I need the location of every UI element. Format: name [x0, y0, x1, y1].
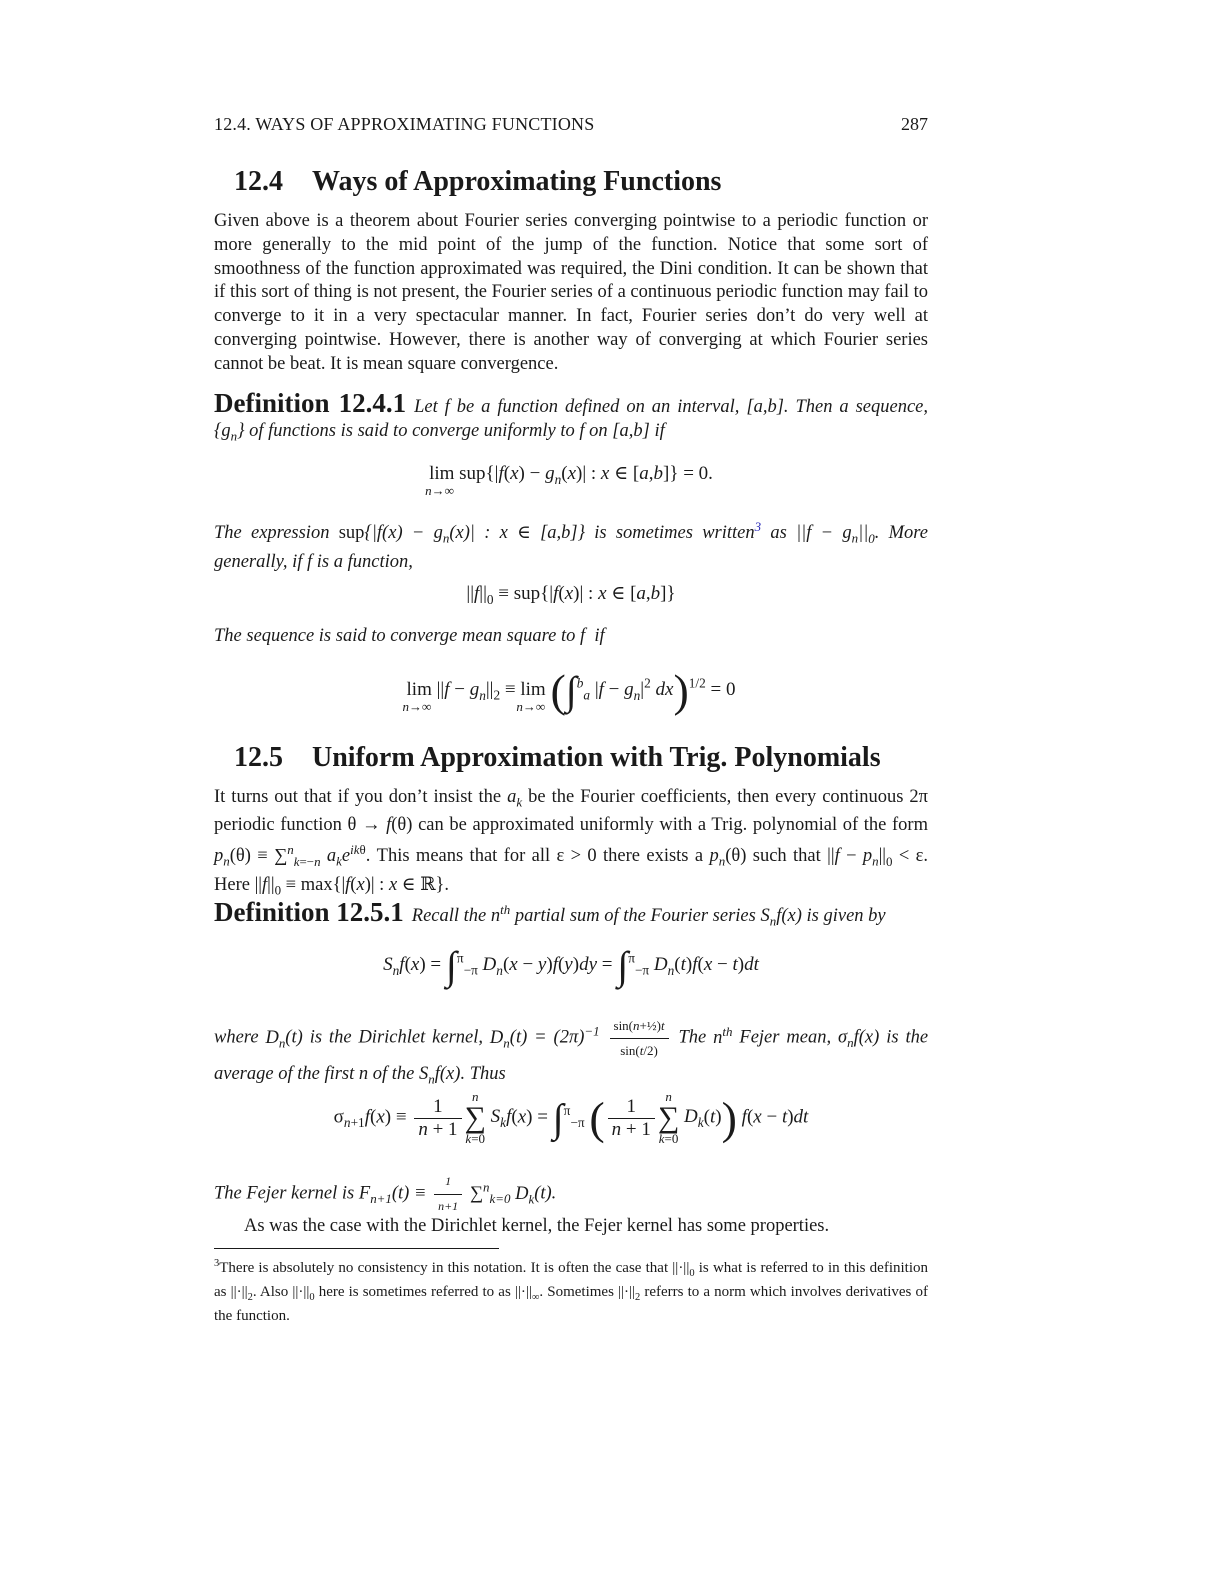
paragraph-intro: Given above is a theorem about Fourier series converging pointwise to a periodic function or more generally to the mid point of the jump of the function. Notice that some sort of smoothness of the function approximated was required, the Dini condition. It can be shown that if this sort of thing is not present, the Fourier series of a continuous periodic function may fail to converge to it in a very spectacular manner. In fact, Fourier series don’t do very well at converging pointwise. However, there is another way of converging at which Fourier series cannot be beat. It is mean square convergence. [214, 211, 928, 374]
paragraph-fejer-kernel: The Fejer kernel is $F_{n+1}(t)$ ≡ $\frac{1}{n+1}$ ∑$^n_{k=0}$ $D_k(t)$. [214, 1170, 928, 1219]
paragraph-mean-square: The sequence is said to converge mean square to f if [214, 626, 605, 646]
text: where [214, 1027, 259, 1048]
text: here is sometimes referred to as [318, 1284, 511, 1300]
text: can be approximated uniformly with a Trig. polynomial of the form [418, 815, 928, 836]
text: periodic function [214, 815, 342, 836]
footnote-mark: 3 [214, 1258, 220, 1269]
text: . Also [252, 1284, 289, 1300]
text: The [678, 1027, 707, 1048]
definition-label: Definition 12.4.1 [214, 388, 407, 418]
equation-fejer-mean: $\sigma_{n+1}f(x)$ ≡ $\frac{1}{n + 1}$ n ∑ k=0 $S_kf(x) = \int^\pi_{-\pi}$ ( $\frac{1}{n + 1}$ n ∑ k=0 $D_k(t)$) f(x − t)dt [333, 1089, 809, 1146]
footnote-rule [214, 1248, 499, 1249]
text: is the Dirichlet kernel, [309, 1027, 483, 1048]
text: The sequence is said to converge mean square to [214, 626, 576, 646]
paragraph-dirichlet: where $D_n(t)$ is the Dirichlet kernel, $D_n(t) = (2\pi)^{-1}$ $\frac{\text{sin(n+½)t}}{\sin(t/2)}$ The $n^{th}$ Fejer mean, $\sigma_nf(x)$ is the average of the first n of the $S_nf(x)$. Thus [214, 1014, 928, 1091]
text: . Thus [460, 1063, 506, 1084]
text: as [770, 523, 787, 544]
text: referrs to a norm which involves derivatives of the function. [214, 1284, 928, 1324]
text: is the average of the first n of the [214, 1027, 929, 1084]
text: . Sometimes [539, 1284, 614, 1300]
text: There is absolutely no consistency in this notation. It is often the case that [219, 1260, 669, 1276]
text: . This means that for all [365, 846, 551, 867]
text: is sometimes written [594, 523, 755, 544]
def-text: . Then a sequence, [783, 397, 929, 417]
def-text: if [654, 420, 665, 441]
text: It turns out that if you don’t insist the [214, 787, 502, 807]
footnote-mark[interactable]: 3 [754, 519, 762, 534]
text: if [594, 626, 605, 646]
definition-12-4-1: Definition 12.4.1 Let f be a function defined on an interval, [a,b]. Then a sequence, $\{g_n\}$ of functions is said to converge uniformly to f on [a,b] if [214, 388, 929, 444]
text: there exists a [603, 846, 704, 867]
text: . More generally, if [214, 523, 929, 572]
text: Recall the [411, 906, 487, 927]
text: The Fejer kernel is [214, 1183, 355, 1204]
text: The expression [214, 523, 330, 544]
running-title: 12.4. WAYS OF APPROXIMATING FUNCTIONS [214, 114, 595, 134]
def-text: on [589, 420, 608, 441]
section-title: Ways of Approximating Functions [312, 166, 722, 197]
def-text: Let [414, 397, 438, 417]
equation-partial-sum: $S_nf(x) = \int^\pi_{-\pi}$ $D_n(x - y)f(y)dy = \int^\pi_{-\pi}$ $D_n(t)f(x - t)dt$ [383, 943, 759, 988]
text: be the Fourier coefficients, then every continuous [528, 787, 904, 807]
section-number: 12.4 [234, 166, 283, 197]
text: such that [752, 846, 821, 867]
text: is a function, [316, 551, 413, 572]
equation-mean-square-limit: lim n→∞ $||f - g_n||_2 \equiv \lim$ n→∞ (∫$^b_a$ $|f - g_n|^2$ dx)$^{1/2}$ = 0 [402, 665, 736, 716]
page [214, 0, 928, 1584]
text: partial sum of the Fourier series [514, 906, 756, 927]
text: is given by [806, 906, 886, 927]
text: Fejer mean, [739, 1027, 832, 1048]
def-text: of functions is said to converge uniformly to [249, 420, 575, 441]
paragraph-closing: As was the case with the Dirichlet kernel, the Fejer kernel has some properties. [244, 1216, 830, 1236]
paragraph-trig-polynomials: It turns out that if you don’t insist the $a_k$ be the Fourier coefficients, then every continuous 2π periodic function θ → f(θ) can be approximated uniformly with a Trig. polynomial of the form $p_n(\theta) \equiv \sum^n_{k=-n}$ $a_ke^{ik\theta}$. This means that for all ε > 0 there exists a $p_n(\theta)$ such that $||f - p_n||_0 < \varepsilon$. Here $||f||_0 \equiv \max\{|f(x)|$ : x ∈ ℝ}. [214, 787, 929, 898]
section-heading-12-5 [234, 742, 881, 774]
definition-label: Definition 12.5.1 [214, 897, 404, 928]
section-number: 12.5 [234, 742, 283, 773]
text: . Here [214, 846, 929, 895]
paragraph-sup-norm: The expression $sup\{|f(x) - g_n(x)|$ : x ∈ [a,b]} is sometimes written$^3$ as $||f - g_n||_0$. More generally, if f is a function, [214, 519, 929, 572]
footnote: $^3$There is absolutely no consistency in this notation. It is often the case that $||\cdot||_0$ is what is referred to in this definition as $||\cdot||_2$. Also $||\cdot||_0$ here is sometimes referred to as $||\cdot||_\infty$. Sometimes $||\cdot||_2$ referrs to a norm which involves derivatives of the function. [214, 1258, 929, 1324]
equation-sup-norm: $||f||_0 \equiv sup\{|f(x)|$ : x ∈ [a,b]} [466, 583, 676, 607]
def-text: be a function defined on an interval, [456, 397, 740, 417]
equation-uniform-limit: lim n→∞ $sup\{|f(x) - g_n(x)|$ : x ∈ [a,b]} = 0. [425, 463, 713, 498]
section-title: Uniform Approximation with Trig. Polynomials [312, 742, 881, 773]
text: is what is referred to in this definition as [214, 1260, 929, 1300]
section-heading-12-4 [234, 166, 721, 198]
definition-12-5-1: Definition 12.5.1 Recall the $n^{th}$ partial sum of the Fourier series $S_nf(x)$ is given by [214, 897, 886, 929]
page-number: 287 [901, 114, 928, 134]
